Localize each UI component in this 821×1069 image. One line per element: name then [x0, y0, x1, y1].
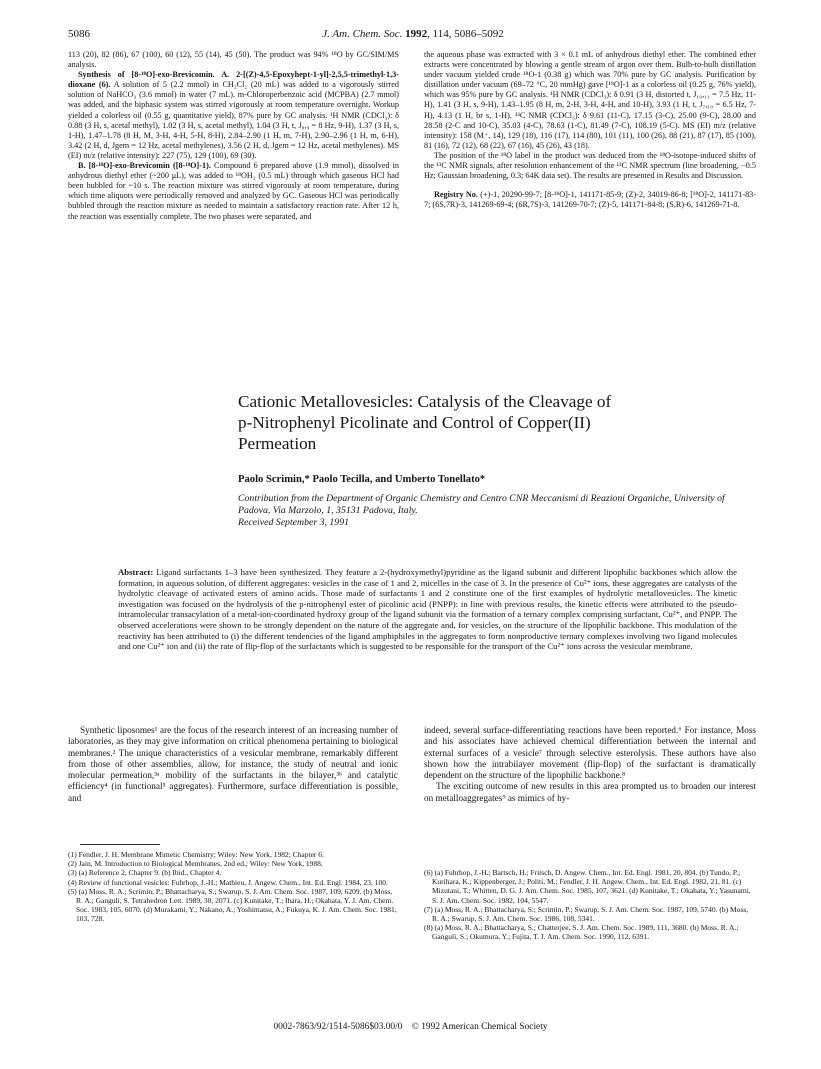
running-header — [68, 28, 758, 44]
footnote: (8) (a) Moss, R. A.; Bhattacharya, S.; Chatterjee, S. J. Am. Chem. Soc. 1989, 111, 3680. (b) Moss, R. A.; Ganguli, S.; Okumura, Y.; Fujita, T. J. Am. Chem. Soc. 1990, 112, 6391. — [424, 923, 739, 942]
article-code: 0002-7863/92/1514-5086$03.00/0 — [273, 1022, 403, 1032]
paragraph: B. [8-¹⁸O]-exo-Brevicomin ([8-¹⁸O]-1). Compound 6 prepared above (1.9 mmol), dissolved in anhydrous diethyl ether (~200 μL), was added to ¹⁸OH₂ (0.5 mL) through which gaseous HCl had been bubbled for ~10 s. The reaction mixture was stirred vigorously at room temperature, during which time aliquots were periodically removed and analyzed by GC. Gaseous HCl was periodically bubbled through the reaction mixture as needed to maintain a satisfactory reaction rate. After 12 h, the reaction was essentially complete. The two phases were separated, and — [68, 161, 400, 221]
footnote-rule — [80, 844, 160, 845]
copyright: © 1992 American Chemical Society — [411, 1022, 548, 1032]
registry-numbers: Registry No. (+)-1, 20290-99-7; [8-¹⁸O]-1, 141171-85-9; (Z)-2, 34019-86-8; [¹⁸O]-2, 141171-83-7; (6S,7R)-3, 141269-69-4; (6R,7S)-3, 141269-70-7; (Z)-5, 141171-84-8; (S,R)-6, 141269-71-8. — [424, 190, 756, 210]
body-left-column — [68, 725, 398, 804]
left-column-experimental — [68, 50, 399, 222]
footnote: (3) (a) Reference 2, Chapter 9. (b) Ibid., Chapter 4. — [68, 868, 222, 878]
footnotes-right — [424, 868, 756, 942]
journal-citation: J. Am. Chem. Soc. 1992, 114, 5086–5092 — [322, 28, 504, 40]
paragraph: The exciting outcome of new results in this area prompted us to broaden our interest on metalloaggregates⁹ as mimics of hy- — [424, 781, 756, 803]
body-right-column — [424, 725, 756, 804]
received-date: Received September 3, 1991 — [238, 516, 349, 528]
footnotes-left — [68, 850, 398, 924]
paragraph: indeed, several surface-differentiating reactions have been reported.⁶ For instance, Moss and his associates have achieved chemical differentiation between the internal and external surfaces of a vesicle⁷ through selective esterolysis. These authors have also shown how the intrabilayer movement (flip-flop) of the surfactant is dramatically dependent on the structure of the lipophilic backbone.⁸ — [424, 725, 756, 781]
page-number: 5086 — [68, 28, 90, 40]
footnote: (7) (a) Moss, R. A.; Bhattacharya, S.; Scrimin, P.; Swarup, S. J. Am. Chem. Soc. 1987, 109, 5740. (b) Moss, R. A.; Swarup, S. J. Am. Chem. Soc. 1986, 108, 5341. — [424, 904, 749, 924]
abstract: Abstract: Ligand surfactants 1–3 have been synthesized. They feature a 2-(hydroxymethyl)pyridine as the ligand subunit and different lipophilic backbones which allow the formation, in aqueous solution, of different aggregates: vesicles in the case of 1 and 2, micelles in the case of 3. In the presence of Cu²⁺ ions, these aggregates are catalysts of the hydrolytic cleavage of activated esters of amino acids. Those made of surfactants 1 and 2 constitute one of the first examples of hydrolytic metallovesicles. The kinetic investigation was focused on the hydrolysis of the p-nitrophenyl ester of picolinic acid (PNPP): in line with previous results, the kinetic effects were attributed to the pseudo-intramolecular transacylation of a metal-ion-coordinated hydroxy group of the ligand subunit via the formation of a ternary complex comprising surfactant, Cu²⁺, and PNPP. The observed accelerations were shown to be strongly dependent on the nature of the aggregate and, for vesicles, on the structure of the lipophilic backbone. This modulation of the reactivity has been attributed to (i) the different tendencies of the ligand amphiphiles in the aggregates to form nonproductive ternary complexes involving two ligand molecules and one Cu²⁺ ion and (ii) the rate of flip-flop of the surfactants which is suggested to be responsible for the transport of the Cu²⁺ ions across the vesicular membrane. — [118, 567, 737, 652]
paragraph: the aqueous phase was extracted with 3 × 0.1 mL of anhydrous diethyl ether. The combined ether extracts were concentrated by blowing a gentle stream of argon over them. Bulb-to-bulb distillation under vacuum yielded crude ¹⁸O-1 (0.38 g) which was 70% pure by GC analysis. Purification by distillation under vacuum (69–72 °C, 20 mmHg) gave [¹⁸O]-1 as a colorless oil (0.25 g, 76% yield), which was 95% pure by GC analysis. ¹H NMR (CDCl₃): δ 0.91 (3 H, distorted t, J₁₀,₁₁ = 7.5 Hz, 11-H), 1.41 (3 H, s, 9-H), 1.43–1.95 (8 H, m, 2-H, 3-H, 4-H, and 10-H), 3.93 (1 H, t, J₇,₁₀ = 6.5 Hz, 7-H), 4.13 (1 H, br s, 1-H). ¹³C NMR (CDCl₃): δ 9.61 (11-C), 17.15 (3-C), 25.00 (9-C), 28.00 and 28.58 (2-C and 10-C), 35.03 (4-C), 78.63 (1-C), 81.49 (7-C), 108.19 (5-C). MS (EI) m/z (relative intensity): 158 (M⁺, 14), 129 (18), 116 (17), 114 (80), 101 (11), 100 (26), 88 (21), 87 (17), 85 (100), 81 (16), 72 (12), 68 (22), 67 (16), 45 (26), 43 (18). — [424, 50, 756, 150]
footnote: (5) (a) Moss, R. A.; Scrimin, P.; Bhattacharya, S.; Swarup, S. J. Am. Chem. Soc. 1987, 109, 6209. (b) Moss, R. A.; Ganguli, S. Tetrahedron Lett. 1989, 30, 2071. (c) Kunitake, T.; Ihara, H.; Okahata, Y. J. Am. Chem. Soc. 1983, 105, 6070. (d) Murakami, Y.; Nakano, A.; Yoshimatsu, A.; Fukuya, K. J. Am. Chem. Soc. 1981, 103, 728. — [68, 886, 397, 924]
page-footer — [0, 1022, 821, 1032]
affiliation: Contribution from the Department of Organic Chemistry and Centro CNR Meccanismi di Reazioni Organiche, University of Padova, Via Marzolo, 1, 35131 Padova, Italy. Received September 3, 1991 — [238, 493, 728, 528]
authors: Paolo Scrimin,* Paolo Tecilla, and Umberto Tonellato* — [238, 474, 486, 485]
footnote: (6) (a) Fuhrhop, J.-H.; Bartsch, H.; Fritsch, D. Angew. Chem., Int. Ed. Engl. 1981, 20, 804. (b) Tundo, P.; Kurihara, K.; Kippenberger, J.; Politi, M.; Fendler, J. H. Angew. Chem., Int. Ed. Engl. 1982, 21, 81. (c) Mizutani, T.; Whitten, D. G. J. Am. Chem. Soc. 1985, 107, 3621. (d) Kunitake, T.; Okahata, Y.; Yasunami, S. J. Am. Chem. Soc. 1982, 104, 5547. — [424, 868, 751, 905]
footnote: (2) Jain, M. Introduction to Biological Membranes, 2nd ed.; Wiley: New York, 1988. — [68, 859, 323, 869]
paragraph: 113 (20), 82 (86), 67 (100), 60 (12), 55 (14), 45 (50). The product was 94% ¹⁸O by GC/SIM/MS analysis. — [68, 50, 399, 70]
article-title: Cationic Metallovesicles: Catalysis of the Cleavage of p-Nitrophenyl Picolinate and Control of Copper(II) Permeation — [238, 392, 612, 453]
footnote: (4) Review of functional vesicles: Fuhrhop, J.-H.; Mathieu, J. Angew. Chem., Int. Ed. Engl. 1984, 23, 100. — [68, 877, 388, 887]
paragraph: Synthetic liposomes¹ are the focus of the research interest of an increasing number of laboratories, as they may give information on critical phenomena pertaining to biological membranes.² The unique characteristics of a vesicular membrane, remarkably different from those of other assemblies, allow, for instance, the study of neutral and ionic molecular permeation,³ᵃ mobility of the surfactants in the bilayer,³ᵇ and catalytic efficiency⁴ (in functional⁵ aggregates). Furthermore, surface differentiation is possible, and — [68, 725, 398, 803]
paragraph: Synthesis of [8-¹⁸O]-exo-Brevicomin. A. 2-[(Z)-4,5-Epoxyhept-1-yl]-2,5,5-trimethyl-1,3-dioxane (6). A solution of 5 (2.2 mmol) in CH₂Cl₂ (20 mL) was added to a vigorously stirred solution of NaHCO₃ (3.6 mmol) in water (7 mL). m-Chloroperbenzoic acid (MCPBA) (2.7 mmol) was added, and the biphasic system was stirred vigorously at room temperature overnight. Workup yielded a colorless oil (0.55 g, quantitative yield), 87% pure by GC analysis. ¹H NMR (CDCl₃): δ 0.88 (3 H, s, acetal methyl), 1.02 (3 H, s, acetal methyl), 1.04 (3 H, t, J₈,₉ = 8 Hz, 9-H), 1.37 (3 H, s, 1-H), 1.47–1.78 (8 H, M, 3-H, 4-H, 5-H, 8-H), 2.84–2.90 (1 H, m, 7-H), 2.90–2.96 (1 H, m, 6-H), 3.42 (2 H, d, Jgem = 12 Hz, acetal methylenes), 3.56 (2 H, d, Jgem = 12 Hz, acetal methylenes). MS (EI) m/z (relative intensity): 227 (75), 129 (100), 69 (30). — [68, 70, 400, 160]
paragraph: The position of the ¹⁸O label in the product was deduced from the ¹⁸O-isotope-induced shifts of the ¹³C NMR signals, after resolution enhancement of the ¹³C NMR spectrum (line broadening, −0.5 Hz; Gaussian broadening, 0.3; 64K data set). The results are presented in Results and Discussion. — [424, 150, 756, 181]
right-column-experimental — [424, 50, 756, 210]
footnote: (1) Fendler, J. H. Membrane Mimetic Chemistry; Wiley: New York, 1982; Chapter 6. — [68, 850, 324, 859]
